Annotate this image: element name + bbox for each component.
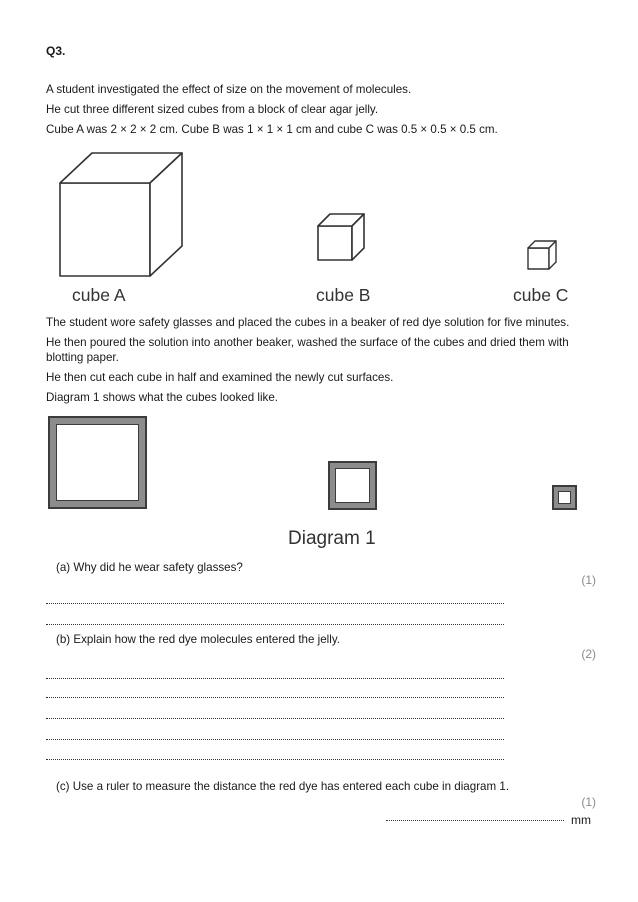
cube-a-drawing [60,153,182,276]
cube-a-label: cube A [72,285,126,305]
method-line-1: The student wore safety glasses and placed the cubes in a beaker of red dye solution for five minutes. [46,316,570,329]
section-cube-a [48,416,147,509]
part-c-question: (c) Use a ruler to measure the distance the red dye has entered each cube in diagram 1. [56,780,510,793]
intro-line-2: He cut three different sized cubes from a block of clear agar jelly. [46,103,379,116]
cube-b-drawing [318,214,364,260]
section-cube-c [552,485,577,510]
question-number: Q3. [46,44,66,58]
diagram-caption: Diagram 1 [288,528,376,549]
cube-c-drawing [528,241,556,269]
intro-line-3: Cube A was 2 × 2 × 2 cm. Cube B was 1 × 1 × 1 cm and cube C was 0.5 × 0.5 × 0.5 cm. [46,123,498,136]
part-b-answer-line-3[interactable] [46,718,504,719]
part-b-answer-line-2[interactable] [46,697,504,698]
unit-label: mm [571,813,591,827]
cube-b-label: cube B [316,285,371,305]
method-line-5: Diagram 1 shows what the cubes looked like. [46,391,278,404]
part-b-question: (b) Explain how the red dye molecules entered the jelly. [56,633,340,646]
part-a-answer-line-1[interactable] [46,603,504,604]
cube-c-label: cube C [513,285,569,305]
method-line-2: He then poured the solution into another beaker, washed the surface of the cubes and dried them with [46,336,569,349]
intro-line-1: A student investigated the effect of size on the movement of molecules. [46,83,412,96]
part-a-marks: (1) [581,573,596,587]
part-b-marks: (2) [581,647,596,661]
part-c-marks: (1) [581,795,596,809]
part-c-answer-line[interactable] [386,820,564,821]
method-line-3: blotting paper. [46,351,119,364]
part-b-answer-line-1[interactable] [46,678,504,679]
method-line-4: He then cut each cube in half and examined the newly cut surfaces. [46,371,394,384]
part-a-answer-line-2[interactable] [46,624,504,625]
part-b-answer-line-4[interactable] [46,739,504,740]
part-a-question: (a) Why did he wear safety glasses? [56,561,243,574]
section-cube-b [328,461,377,510]
part-b-answer-line-5[interactable] [46,759,504,760]
